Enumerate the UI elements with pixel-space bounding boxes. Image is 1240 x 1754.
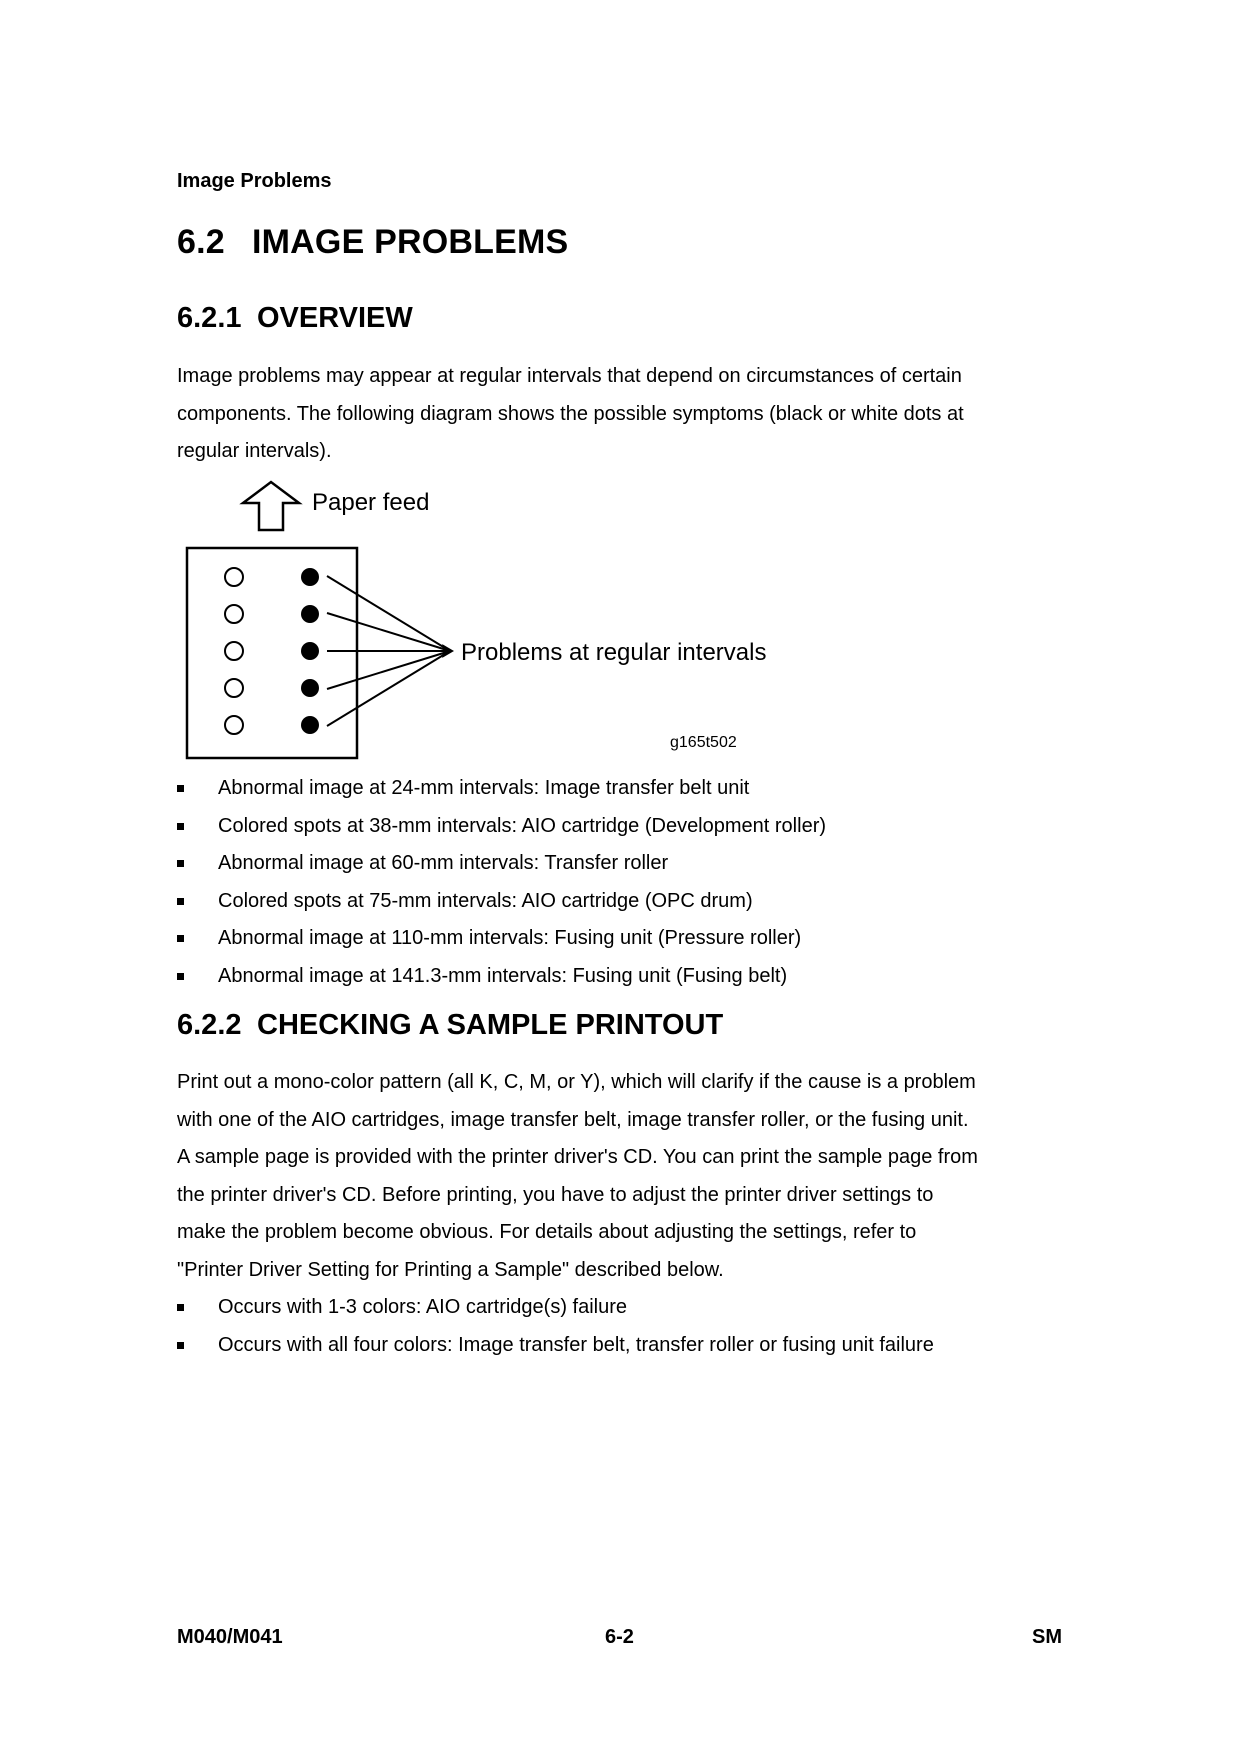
- bullet-icon: [177, 823, 184, 830]
- bullet-icon: [177, 1304, 184, 1311]
- list-item: Abnormal image at 24-mm intervals: Image transfer belt unit: [177, 770, 1107, 808]
- bullet-icon: [177, 935, 184, 942]
- section-title: IMAGE PROBLEMS: [252, 223, 569, 261]
- bullet-icon: [177, 860, 184, 867]
- black-dot: [301, 642, 319, 660]
- paragraph-line: regular intervals).: [177, 440, 332, 462]
- paragraph-line: A sample page is provided with the printer driver's CD. You can print the sample page from: [177, 1146, 978, 1168]
- list-item: Abnormal image at 60-mm intervals: Transfer roller: [177, 845, 1107, 883]
- paragraph-line: Image problems may appear at regular intervals that depend on circumstances of certain: [177, 365, 962, 387]
- black-dot: [301, 605, 319, 623]
- footer-model: M040/M041: [177, 1626, 283, 1648]
- checking-title: CHECKING A SAMPLE PRINTOUT: [257, 1009, 724, 1041]
- list-item: Occurs with 1-3 colors: AIO cartridge(s) failure: [177, 1289, 1107, 1327]
- list-item: Colored spots at 38-mm intervals: AIO cartridge (Development roller): [177, 808, 1107, 846]
- white-dot: [225, 605, 243, 623]
- section-number: 6.2: [177, 223, 225, 261]
- paper-feed-label: Paper feed: [312, 489, 430, 516]
- paragraph-line: components. The following diagram shows the possible symptoms (black or white dots at: [177, 402, 964, 425]
- section-heading: [177, 223, 568, 262]
- checking-bullet-list: [177, 1289, 1107, 1364]
- black-dot: [301, 568, 319, 586]
- white-dot: [225, 568, 243, 586]
- paragraph-line: "Printer Driver Setting for Printing a Sample" described below.: [177, 1258, 724, 1281]
- footer-manual-code: SM: [1032, 1626, 1062, 1648]
- interval-diagram: [177, 470, 817, 770]
- checking-heading: [177, 1009, 723, 1042]
- paragraph-line: the printer driver's CD. Before printing, you have to adjust the printer driver settings to: [177, 1183, 934, 1206]
- overview-heading: [177, 302, 413, 335]
- overview-title: OVERVIEW: [257, 302, 413, 334]
- running-header: Image Problems: [177, 170, 332, 192]
- footer-page-number: 6-2: [605, 1626, 634, 1648]
- bullet-icon: [177, 973, 184, 980]
- list-item: Colored spots at 75-mm intervals: AIO cartridge (OPC drum): [177, 883, 1107, 921]
- list-item: Abnormal image at 141.3-mm intervals: Fusing unit (Fusing belt): [177, 958, 1107, 996]
- list-item: Abnormal image at 110-mm intervals: Fusing unit (Pressure roller): [177, 920, 1107, 958]
- figure-id: g165t502: [670, 734, 737, 751]
- pointer-lines: [327, 576, 450, 726]
- paragraph-line: make the problem become obvious. For details about adjusting the settings, refer to: [177, 1221, 917, 1243]
- bullet-icon: [177, 1342, 184, 1349]
- bullet-icon: [177, 785, 184, 792]
- white-dot: [225, 716, 243, 734]
- checking-number: 6.2.2: [177, 1009, 242, 1041]
- overview-number: 6.2.1: [177, 302, 242, 334]
- white-dot: [225, 679, 243, 697]
- white-dot: [225, 642, 243, 660]
- overview-bullet-list: [177, 770, 1107, 995]
- paper-feed-arrow-icon: [243, 482, 299, 530]
- paragraph-line: Print out a mono-color pattern (all K, C, M, or Y), which will clarify if the cause is a problem: [177, 1071, 976, 1093]
- black-dot: [301, 679, 319, 697]
- black-dot: [301, 716, 319, 734]
- checking-paragraph: [177, 1064, 1077, 1289]
- bullet-icon: [177, 898, 184, 905]
- overview-paragraph: [177, 358, 1077, 471]
- problems-label: Problems at regular intervals: [461, 639, 767, 666]
- paragraph-line: with one of the AIO cartridges, image transfer belt, image transfer roller, or the fusing unit.: [177, 1108, 969, 1131]
- list-item: Occurs with all four colors: Image transfer belt, transfer roller or fusing unit failure: [177, 1327, 1107, 1365]
